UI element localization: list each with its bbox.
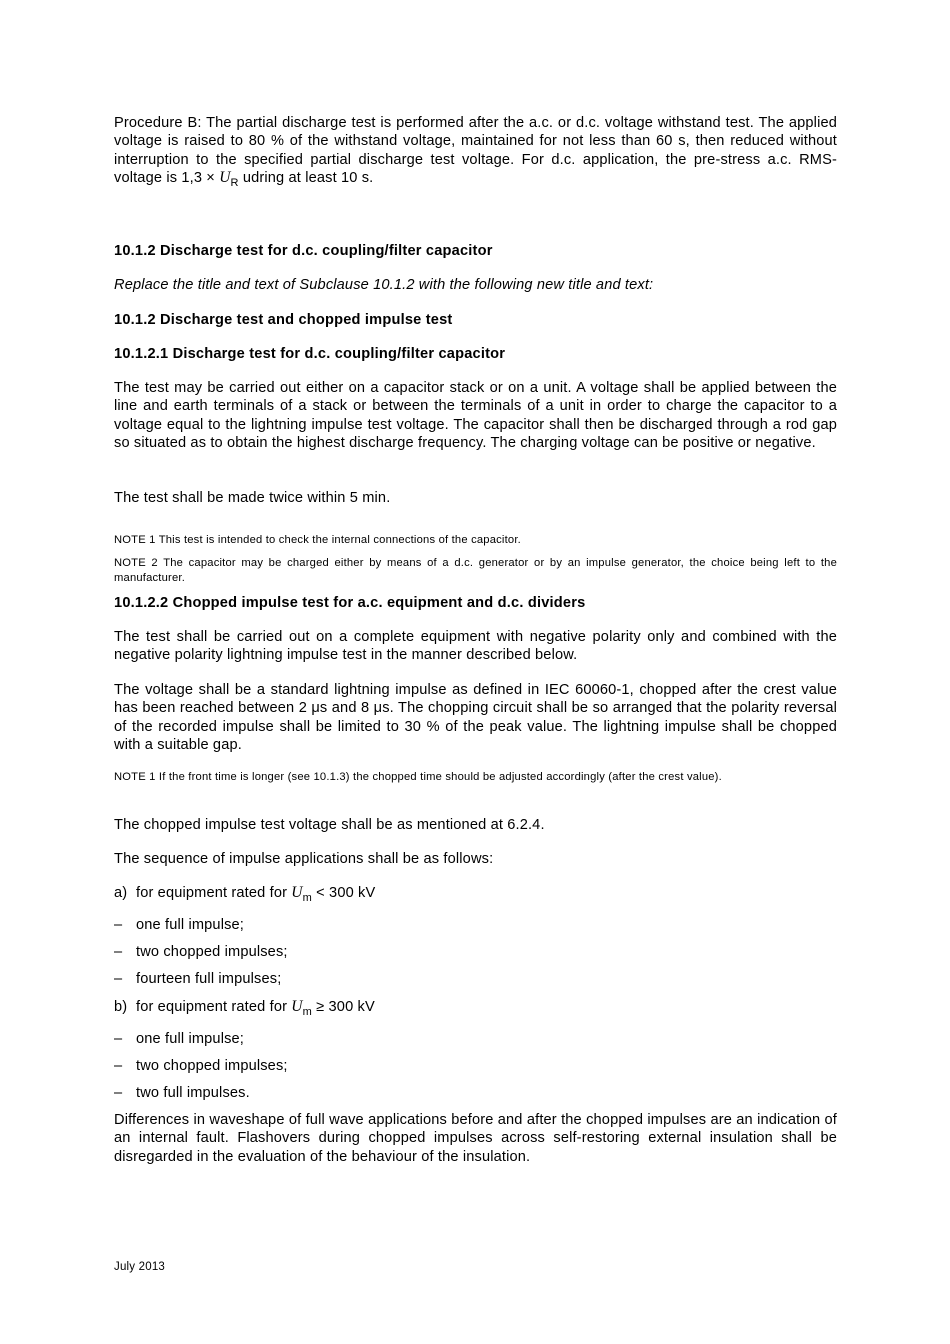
- dash-marker: –: [114, 917, 123, 933]
- um-sub-b: m: [302, 1006, 312, 1018]
- procedure-b-text: Procedure B: The partial discharge test is performed after the a.c. or d.c. voltage withstand test. The applied voltage is raised to 80 % of the withstand voltage, maintained for not less than 60 s, then reduced without interruption to the specified partial discharge test voltage. For d.c. application, the pre-stress a.c. RMS-voltage is 1,3 ×: [114, 115, 837, 186]
- voltage-subscript: R: [230, 176, 239, 189]
- note-2-discharge: NOTE 2 The capacitor may be charged either by means of a d.c. generator or by an impulse generator, the choice being left to the manufacturer.: [114, 557, 837, 584]
- list-item: [114, 970, 837, 988]
- item-a-text-after: < 300 kV: [311, 885, 376, 901]
- sequence-paragraph: The sequence of impulse applications shall be as follows:: [114, 851, 494, 867]
- um-symbol-b: [291, 998, 312, 1018]
- list-item-text: fourteen full impulses;: [136, 971, 282, 987]
- note-1-chopped: NOTE 1 If the front time is longer (see 10.1.3) the chopped time should be adjusted accordingly (after the crest value).: [114, 771, 722, 783]
- heading-10-1-2-1: 10.1.2.1 Discharge test for d.c. coupling/filter capacitor: [114, 346, 506, 362]
- list-item-text: two chopped impulses;: [136, 1058, 288, 1074]
- list-item: [114, 943, 837, 961]
- voltage-symbol: [219, 168, 239, 189]
- dash-marker: –: [114, 1058, 123, 1074]
- list-marker-b: b): [114, 999, 128, 1015]
- differences-paragraph: Differences in waveshape of full wave applications before and after the chopped impulses are an indication of an internal fault. Flashovers during chopped impulses across self-restoring external insulation shall be disregarded in the evaluation of the behaviour of the insulation.: [114, 1112, 837, 1165]
- procedure-b-text-end: udring at least 10 s.: [238, 169, 374, 186]
- item-b-text-after: ≥ 300 kV: [311, 999, 375, 1015]
- chopped-voltage-paragraph: The chopped impulse test voltage shall be as mentioned at 6.2.4.: [114, 817, 545, 833]
- um-var-a: U: [291, 884, 303, 901]
- test-twice-paragraph: The test shall be made twice within 5 min.: [114, 490, 391, 506]
- voltage-var: U: [219, 168, 231, 186]
- list-item: [114, 916, 837, 934]
- list-item: [114, 1057, 837, 1075]
- list-item-a-text: [136, 884, 375, 903]
- note-1-discharge: NOTE 1 This test is intended to check the internal connections of the capacitor.: [114, 534, 521, 546]
- list-item-a: [114, 884, 837, 903]
- heading-10-1-2-new: 10.1.2 Discharge test and chopped impulse test: [114, 312, 453, 328]
- list-item: [114, 1030, 837, 1048]
- um-symbol-a: [291, 884, 312, 904]
- item-b-text-before: for equipment rated for: [136, 999, 292, 1015]
- dash-marker: –: [114, 1085, 123, 1101]
- um-sub-a: m: [302, 892, 312, 904]
- list-item-text: two chopped impulses;: [136, 944, 288, 960]
- footer-date: July 2013: [114, 1261, 166, 1273]
- list-item-text: two full impulses.: [136, 1085, 250, 1101]
- heading-10-1-2-2: 10.1.2.2 Chopped impulse test for a.c. equipment and d.c. dividers: [114, 595, 586, 611]
- um-var-b: U: [291, 998, 303, 1015]
- list-item: [114, 1084, 837, 1102]
- list-item-b: [114, 998, 837, 1017]
- heading-10-1-2-old: 10.1.2 Discharge test for d.c. coupling/filter capacitor: [114, 243, 493, 259]
- amendment-instruction: Replace the title and text of Subclause 10.1.2 with the following new title and text:: [114, 277, 654, 293]
- item-a-text-before: for equipment rated for: [136, 885, 292, 901]
- dash-marker: –: [114, 944, 123, 960]
- list-item-text: one full impulse;: [136, 1031, 245, 1047]
- list-item-text: one full impulse;: [136, 917, 245, 933]
- procedure-b-paragraph: [114, 114, 837, 188]
- list-marker-a: a): [114, 885, 128, 901]
- discharge-test-paragraph: The test may be carried out either on a capacitor stack or on a unit. A voltage shall be applied between the line and earth terminals of a stack or between the terminals of a unit in order to charge the capacitor to a voltage equal to the lightning impulse test voltage. The capacitor shall then be discharged through a rod gap so situated as to obtain the highest discharge frequency. The charging voltage can be positive or negative.: [114, 380, 837, 451]
- impulse-voltage-paragraph: The voltage shall be a standard lightning impulse as defined in IEC 60060-1, chopped after the crest value has been reached between 2 μs and 8 μs. The chopping circuit shall be so arranged that the polarity reversal of the recorded impulse shall be limited to 30 % of the peak value. The lightning impulse shall be chopped with a suitable gap.: [114, 682, 837, 753]
- dash-marker: –: [114, 971, 123, 987]
- list-item-b-text: [136, 998, 375, 1017]
- complete-equipment-paragraph: The test shall be carried out on a complete equipment with negative polarity only and combined with the negative polarity lightning impulse test in the manner described below.: [114, 629, 837, 664]
- dash-marker: –: [114, 1031, 123, 1047]
